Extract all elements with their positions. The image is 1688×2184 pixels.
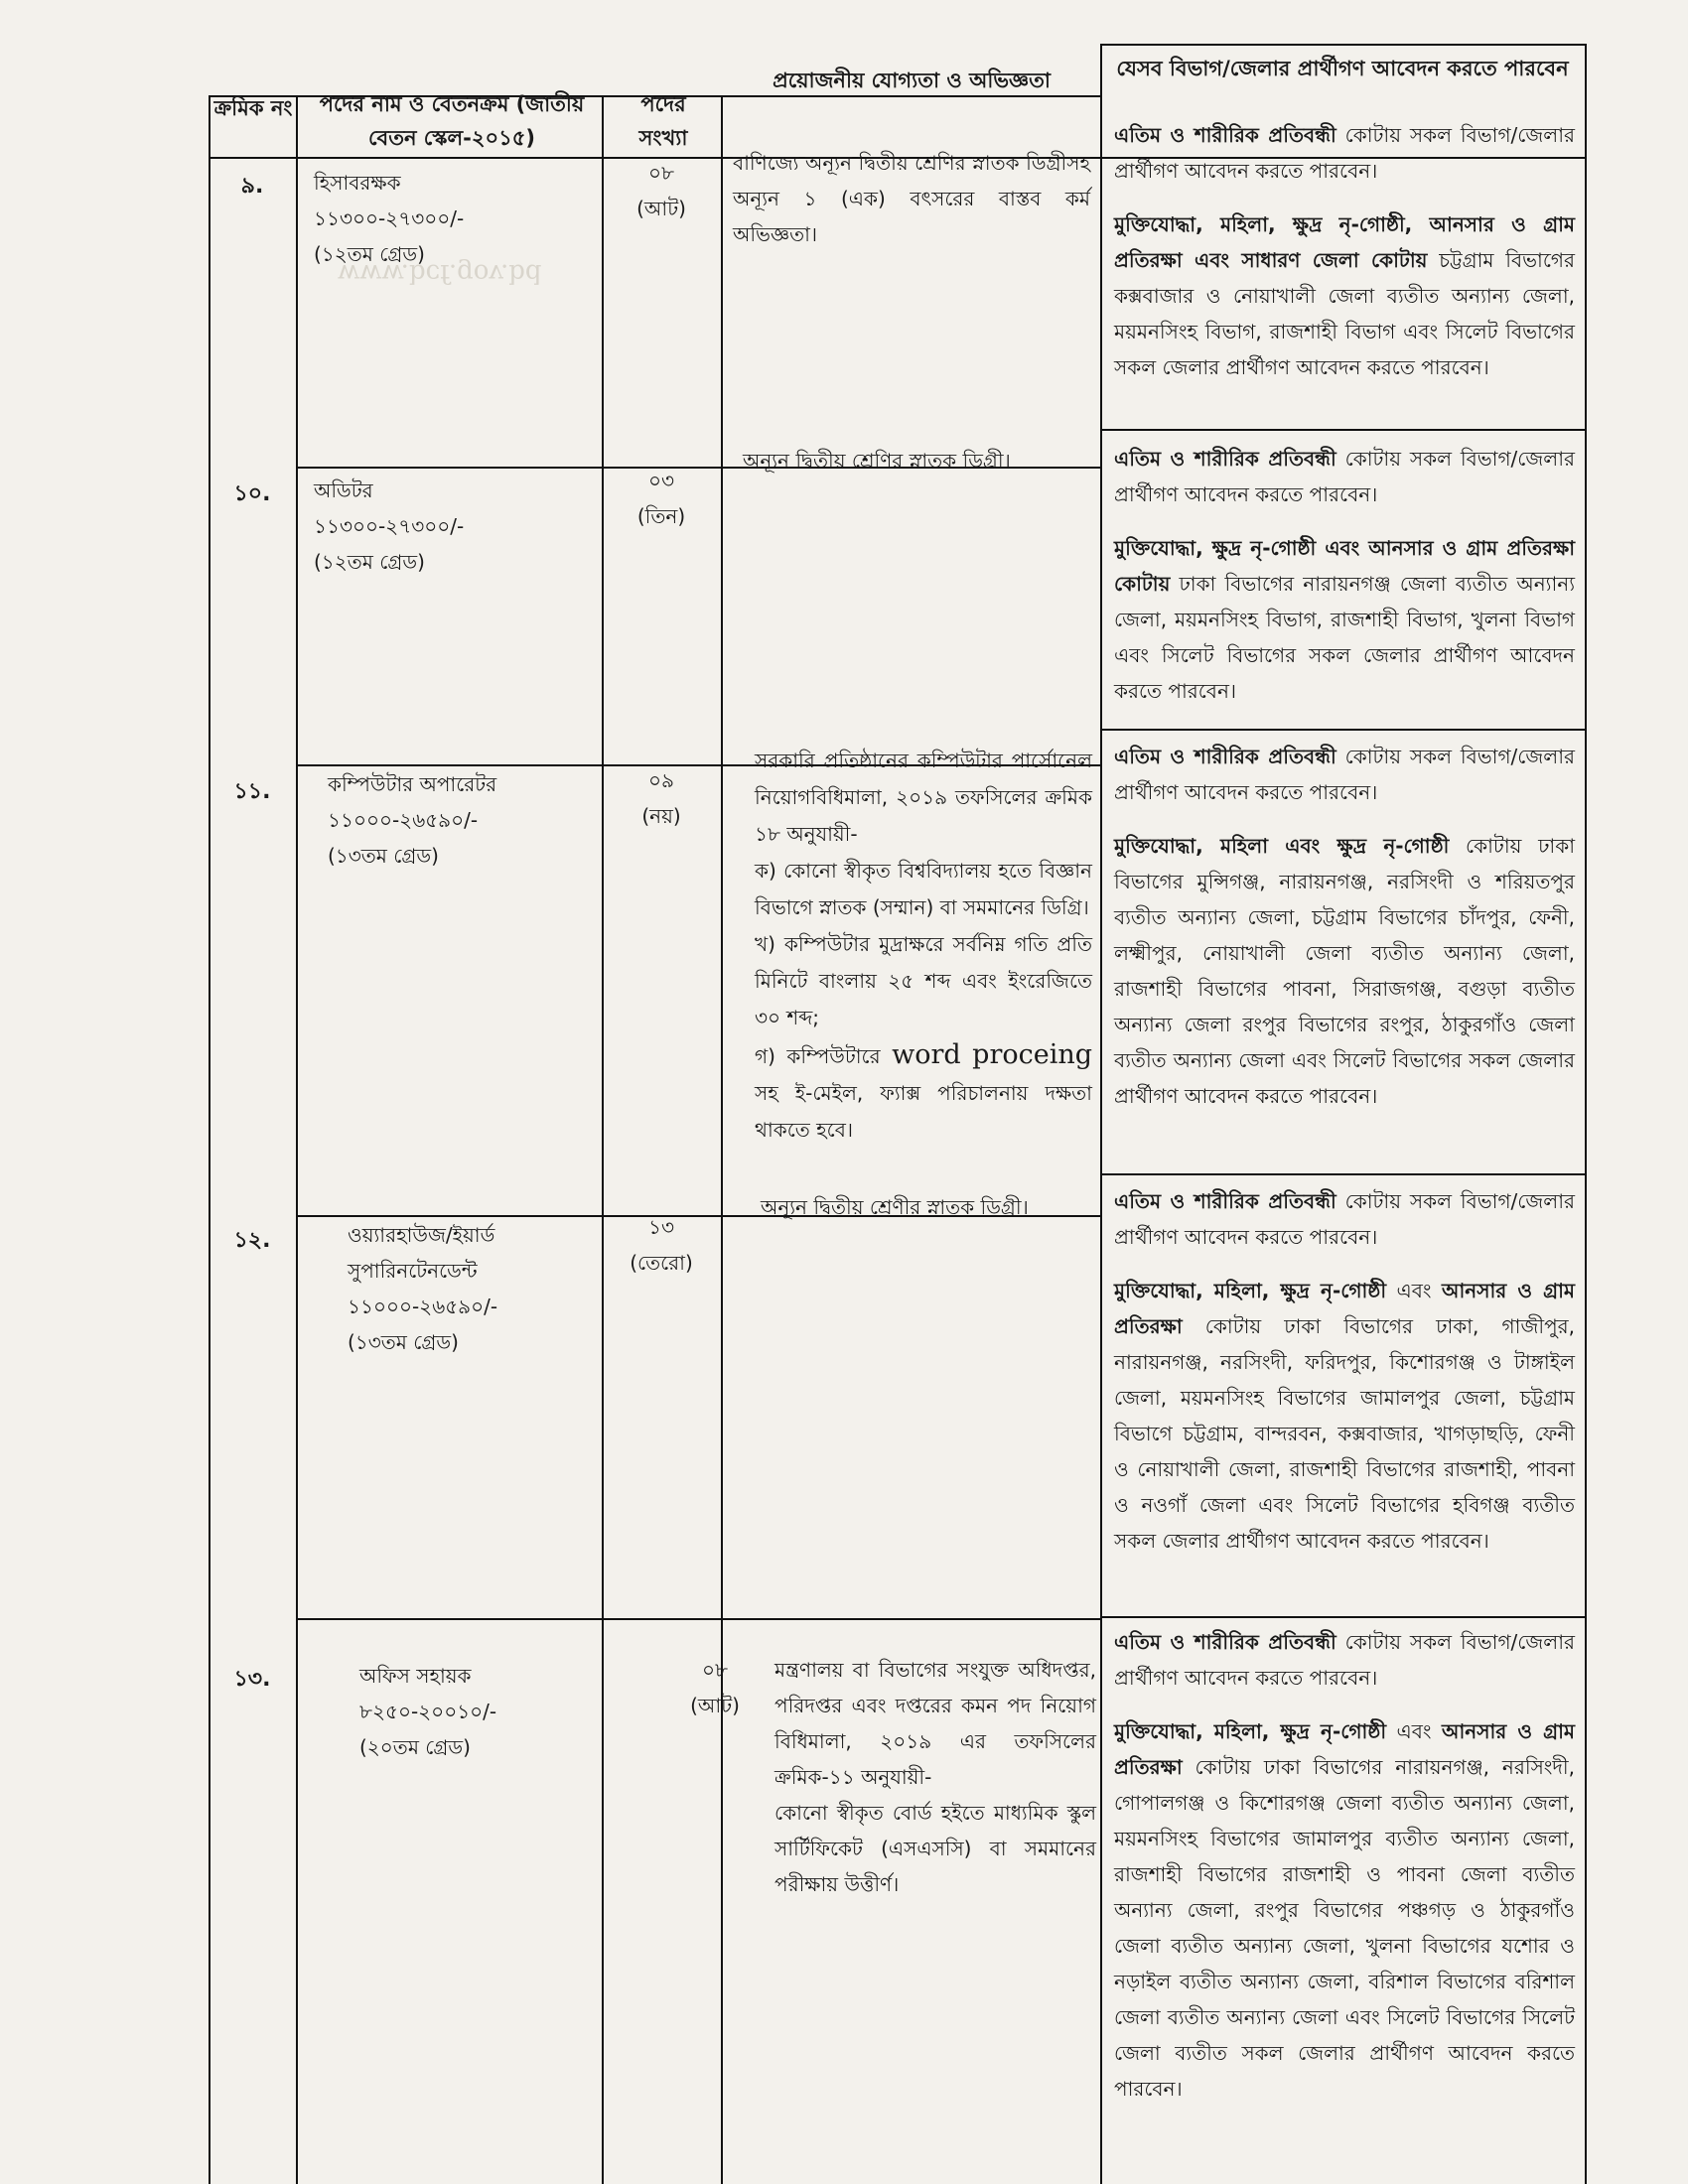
row-10-count <box>606 463 717 534</box>
row-11-count <box>606 762 717 834</box>
row-11-post <box>328 766 596 874</box>
post-grade: (১২তম গ্রেড) <box>314 550 425 574</box>
word-processing-word: word <box>892 1039 961 1070</box>
header-serial: ক্রমিক নং <box>213 96 293 120</box>
quota-general <box>1114 1183 1575 1255</box>
qualification-intro: সরকারি প্রতিষ্ঠানের কম্পিউটার পার্সোনেল নিয়োগবিধিমালা, ২০১৯ তফসিলের ক্রমিক ১৮ অনুযায়ী- <box>755 749 1092 846</box>
quota-general <box>1114 441 1575 512</box>
quota-text: কোটায় ঢাকা বিভাগের নারায়নগঞ্জ, নরসিংদী, গোপালগঞ্জ ও কিশোরগঞ্জ জেলা ব্যতীত অন্যান্য জেলা, ময়মনসিংহ বিভাগের জামালপুর ব্যতীত অন্যান্য জেলা, রাজশাহী বিভাগের রাজশাহী ও পাবনা জেলা ব্যতীত অন্যান্য জেলা, রংপুর বিভাগের পঞ্চগড় ও ঠাকুরগাঁও জেলা ব্যতীত অন্যান্য জেলা, খুলনা বিভাগের যশোর ও নড়াইল ব্যতীত অন্যান্য জেলা, বরিশাল বিভাগের বরিশাল জেলা ব্যতীত অন্যান্য জেলা এবং সিলেট বিভাগের সিলেট জেলা ব্যতীত সকল জেলার প্রার্থীগণ আবেদন করতে পারবেন। <box>1114 1755 1575 2101</box>
qualification-item: কোনো স্বীকৃত বোর্ড হইতে মাধ্যমিক স্কুল সার্টিফিকেট (এসএসসি) বা সমমানের পরীক্ষায় উত্তীর্ণ। <box>774 1801 1096 1896</box>
count-number: ০৮ <box>702 1658 728 1682</box>
row-10-post <box>314 473 592 580</box>
post-scale: ১১০০০-২৬৫৯০/- <box>328 808 479 832</box>
post-scale: ১১৩০০-২৭৩০০/- <box>314 514 465 538</box>
row-13-qualification <box>774 1652 1096 1902</box>
quota-text: কোটায় সকল বিভাগ/জেলার প্রার্থীগণ আবেদন করতে পারবেন। <box>1114 447 1575 506</box>
quota-bold-2: আনসার ও গ্রাম প্রতিরক্ষা <box>1114 1279 1576 1338</box>
quota-bold: এতিম ও শারীরিক প্রতিবন্ধী <box>1114 1630 1336 1654</box>
post-name: হিসাবরক্ষক <box>314 171 401 195</box>
row-9-qualification <box>733 145 1090 270</box>
quota-bold: মুক্তিযোদ্ধা, মহিলা, ক্ষুদ্র নৃ-গোষ্ঠী, আনসার ও গ্রাম প্রতিরক্ষা এবং সাধারণ জেলা কোটায় <box>1114 212 1575 272</box>
row-13-serial: ১৩. <box>233 1667 271 1692</box>
qualification-item-c-tail: সহ ই-মেইল, ফ্যাক্স পরিচালনায় দক্ষতা থাকতে হবে। <box>755 1081 1092 1142</box>
quota-bold: মুক্তিযোদ্ধা, মহিলা, ক্ষুদ্র নৃ-গোষ্ঠী <box>1114 1279 1387 1302</box>
quota-bold: এতিম ও শারীরিক প্রতিবন্ধী <box>1114 1189 1336 1213</box>
quota-general <box>1114 739 1575 810</box>
quota-bold: মুক্তিযোদ্ধা, ক্ষুদ্র নৃ-গোষ্ঠী এবং আনসার ও গ্রাম প্রতিরক্ষা কোটায় <box>1114 536 1575 596</box>
quota-mid: এবং <box>1386 1719 1442 1743</box>
post-grade: (১২তম গ্রেড) <box>314 242 425 266</box>
quota-text: কোটায় ঢাকা বিভাগের ঢাকা, গাজীপুর, নারায়নগঞ্জ, নরসিংদী, ফরিদপুর, কিশোরগঞ্জ ও টাঙ্গাইল জেলা, ময়মনসিংহ বিভাগের জামালপুর জেলা, চট্টগ্রাম বিভাগে চট্টগ্রাম, বান্দরবন, কক্সবাজার, খাগড়াছড়ি, ফেনী ও নোয়াখালী জেলা, রাজশাহী বিভাগের রাজশাহী, পাবনা ও নওগাঁ জেলা এবং সিলেট বিভাগের হবিগঞ্জ ব্যতীত সকল জেলার প্রার্থীগণ আবেদন করতে পারবেন। <box>1114 1314 1575 1553</box>
quota-text: কোটায় সকল বিভাগ/জেলার প্রার্থীগণ আবেদন করতে পারবেন। <box>1114 745 1575 804</box>
quota-bold: এতিম ও শারীরিক প্রতিবন্ধী <box>1114 123 1336 147</box>
quota-district <box>1114 828 1575 1114</box>
header-count: পদের সংখ্যা <box>638 92 688 150</box>
word-processing-word2: proceing <box>972 1039 1093 1070</box>
post-name: ওয়্যারহাউজ/ইয়ার্ড সুপারিনটেনডেন্ট <box>348 1223 495 1283</box>
row-13-post <box>359 1658 596 1765</box>
quota-text: চট্টগ্রাম বিভাগের কক্সবাজার ও নোয়াখালী জেলা ব্যতীত অন্যান্য জেলা, ময়মনসিংহ বিভাগ, রাজশাহী বিভাগ এবং সিলেট বিভাগের সকল জেলার প্রার্থীগণ আবেদন করতে পারবেন। <box>1114 248 1575 379</box>
row-9-districts <box>1114 117 1575 403</box>
quota-general <box>1114 117 1575 189</box>
header-qualification: প্রয়োজনীয় যোগ্যতা ও অভিজ্ঞতা <box>773 68 1051 92</box>
qualification-text: অন্যূন দ্বিতীয় শ্রেণির স্নাতক ডিগ্রী। <box>743 449 1011 473</box>
post-grade: (১৩তম গ্রেড) <box>348 1330 459 1354</box>
quota-mid: এবং <box>1386 1279 1442 1302</box>
count-word: (আট) <box>690 1694 740 1717</box>
quota-district <box>1114 1713 1575 2107</box>
row-9-count <box>606 155 717 226</box>
count-word: (আট) <box>636 197 686 220</box>
quota-text: কোটায় ঢাকা বিভাগের মুন্সিগঞ্জ, নারায়নগঞ্জ, নরসিংদী ও শরিয়তপুর ব্যতীত অন্যান্য জেলা, চট্টগ্রাম বিভাগের চাঁদপুর, ফেনী, লক্ষ্মীপুর, নোয়াখালী জেলা ব্যতীত অন্যান্য জেলা, রাজশাহী বিভাগের পাবনা, সিরাজগঞ্জ, বগুড়া ব্যতীত অন্যান্য জেলা রংপুর বিভাগের রংপুর, ঠাকুরগাঁও জেলা ব্যতীত অন্যান্য জেলা এবং সিলেট বিভাগের সকল জেলার প্রার্থীগণ আবেদন করতে পারবেন। <box>1114 834 1575 1108</box>
post-name: অফিস সহায়ক <box>359 1664 472 1688</box>
quota-bold: মুক্তিযোদ্ধা, মহিলা এবং ক্ষুদ্র নৃ-গোষ্ঠী <box>1114 834 1450 858</box>
count-word: (তিন) <box>636 504 686 528</box>
row-10-districts <box>1114 441 1575 727</box>
quota-text: কোটায় সকল বিভাগ/জেলার প্রার্থীগণ আবেদন করতে পারবেন। <box>1114 1189 1575 1249</box>
quota-text: কোটায় সকল বিভাগ/জেলার প্রার্থীগণ আবেদন করতে পারবেন। <box>1114 1630 1575 1690</box>
row-12-post <box>348 1217 596 1360</box>
row-10-serial: ১০. <box>233 481 271 506</box>
qualification-item-c <box>755 1036 1092 1149</box>
count-word: (তেরো) <box>630 1251 693 1275</box>
header-districts: যেসব বিভাগ/জেলার প্রার্থীগণ আবেদন করতে পারবেন <box>1116 57 1569 80</box>
quota-text: ঢাকা বিভাগের নারায়নগঞ্জ জেলা ব্যতীত অন্যান্য জেলা, ময়মনসিংহ বিভাগ, রাজশাহী বিভাগ, খুলনা বিভাগ এবং সিলেট বিভাগের সকল জেলার প্রার্থীগণ আবেদন করতে পারবেন। <box>1114 572 1575 703</box>
count-number: ১৩ <box>648 1215 674 1239</box>
quota-district <box>1114 530 1575 709</box>
row-11-qualification <box>755 743 1092 1149</box>
qualification-intro: মন্ত্রণালয় বা বিভাগের সংযুক্ত অধিদপ্তর, পরিদপ্তর এবং দপ্তরের কমন পদ নিয়োগ বিধিমালা, ২০১৯ এর তফসিলের ক্রমিক-১১ অনুযায়ী- <box>774 1658 1096 1789</box>
quota-bold: মুক্তিযোদ্ধা, মহিলা, ক্ষুদ্র নৃ-গোষ্ঠী <box>1114 1719 1387 1743</box>
post-grade: (১৩তম গ্রেড) <box>328 844 439 868</box>
qualification-item-a: ক) কোনো স্বীকৃত বিশ্ববিদ্যালয় হতে বিজ্ঞান বিভাগে স্নাতক (সম্মান) বা সমমানের ডিগ্রি। <box>755 859 1092 919</box>
row-11-serial: ১১. <box>233 779 271 804</box>
row-12-count <box>606 1209 717 1281</box>
count-word: (নয়) <box>641 804 681 828</box>
qualification-text: অন্যূন দ্বিতীয় শ্রেণীর স্নাতক ডিগ্রী। <box>761 1195 1029 1219</box>
quota-text: কোটায় সকল বিভাগ/জেলার প্রার্থীগণ আবেদন করতে পারবেন। <box>1114 123 1575 183</box>
post-name: কম্পিউটার অপারেটর <box>328 772 497 796</box>
row-13-districts <box>1114 1624 1575 2124</box>
count-number: ০৩ <box>647 469 674 492</box>
post-scale: ১১০০০-২৬৫৯০/- <box>348 1295 498 1318</box>
count-number: ০৮ <box>648 161 674 185</box>
post-grade: (২০তম গ্রেড) <box>359 1735 471 1759</box>
row-11-districts <box>1114 739 1575 1132</box>
quota-bold: এতিম ও শারীরিক প্রতিবন্ধী <box>1114 745 1336 768</box>
row-13-count <box>665 1652 765 1723</box>
row-12-serial: ১২. <box>233 1228 271 1253</box>
quota-general <box>1114 1624 1575 1696</box>
row-10-qualification <box>743 443 1094 496</box>
qualification-item-c-text: গ) কম্পিউটারে <box>755 1044 881 1068</box>
header-post: পদের নাম ও বেতনক্রম (জাতীয় বেতন স্কেল-২০১৫) <box>319 92 585 150</box>
quota-bold-2: আনসার ও গ্রাম প্রতিরক্ষা <box>1114 1719 1576 1779</box>
quota-bold: এতিম ও শারীরিক প্রতিবন্ধী <box>1114 447 1336 471</box>
row-12-qualification <box>761 1189 1094 1243</box>
row-9-serial: ৯. <box>240 174 264 199</box>
qualification-item-b: খ) কম্পিউটার মুদ্রাক্ষরে সর্বনিম্ন গতি প্রতি মিনিটে বাংলায় ২৫ শব্দ এবং ইংরেজিতে ৩০ শব্দ; <box>755 932 1092 1029</box>
post-name: অডিটর <box>314 478 373 502</box>
row-9-post <box>314 165 592 272</box>
row-12-districts <box>1114 1183 1575 1576</box>
qualification-text: বাণিজ্যে অন্যূন দ্বিতীয় শ্রেণির স্নাতক ডিগ্রীসহ অন্যূন ১ (এক) বৎসরের বাস্তব কর্ম অভিজ্ঞতা। <box>733 151 1090 246</box>
quota-district <box>1114 206 1575 385</box>
quota-district <box>1114 1273 1575 1559</box>
bleed-through-text: www.bcf.gov.bd <box>338 258 542 288</box>
count-number: ০৯ <box>648 768 674 792</box>
post-scale: ৮২৫০-২০০১০/- <box>359 1700 497 1723</box>
post-scale: ১১৩০০-২৭৩০০/- <box>314 206 465 230</box>
